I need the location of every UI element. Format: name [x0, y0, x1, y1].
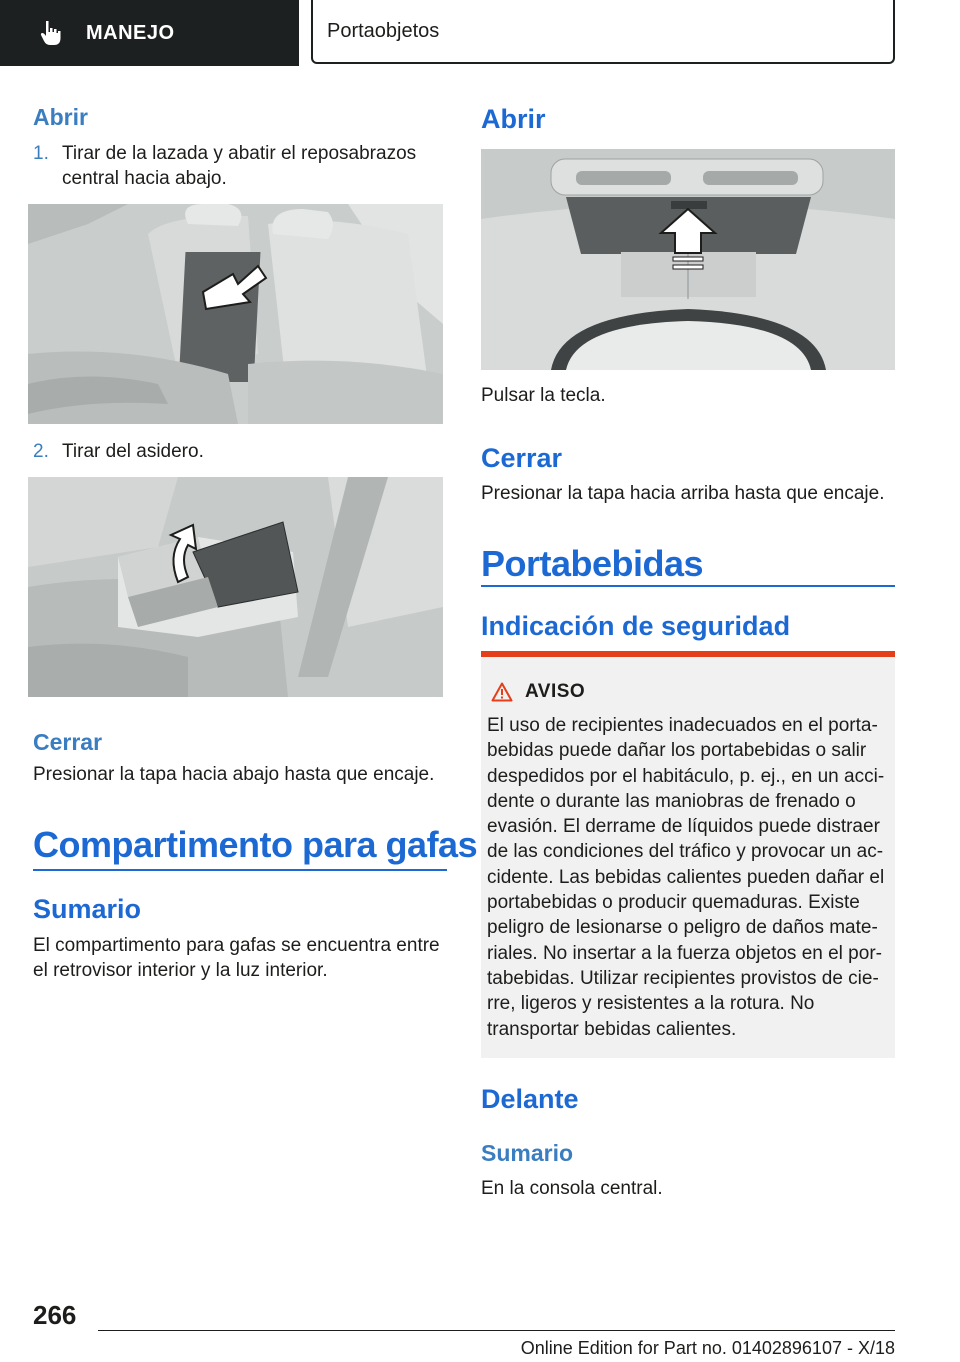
overhead-console-illustration [481, 149, 895, 370]
figure-armrest-handle [28, 477, 443, 697]
warning-line: riales. No insertar a la fuerza objetos en el por‐ [487, 942, 882, 964]
hand-icon [36, 18, 66, 48]
summary-heading-left: Sumario [33, 894, 142, 924]
warning-label: AVISO [525, 681, 586, 702]
glasses-compartment-title: Compartimento para gafas [33, 824, 478, 865]
open-heading-left: Abrir [33, 104, 88, 130]
step-1-text [62, 141, 416, 191]
step-1-number: 1. [33, 143, 49, 164]
front-heading: Delante [481, 1084, 579, 1114]
cupholders-title: Portabebidas [481, 543, 704, 584]
close-heading-right: Cerrar [481, 443, 563, 473]
warning-line: evasión. El derrame de líquidos puede distraer [487, 816, 880, 838]
page-number: 266 [33, 1300, 77, 1330]
warning-text [487, 713, 889, 1042]
warning-line: portabebidas o producir quemaduras. Existe [487, 892, 860, 914]
figure-rear-seat-armrest [28, 204, 443, 424]
press-button-text: Pulsar la tecla. [481, 385, 606, 406]
warning-box [481, 651, 895, 1058]
cupholders-title-rule [481, 585, 895, 587]
footer-rule [98, 1330, 895, 1331]
chapter-tab[interactable] [311, 0, 895, 64]
warning-line: transportar bebidas calientes. [487, 1018, 737, 1040]
section-label: MANEJO [86, 21, 175, 44]
step-1-line-2: central hacia abajo. [62, 168, 227, 189]
safety-heading: Indicación de seguridad [481, 611, 791, 641]
edition-text: Online Edition for Part no. 01402896107 - X/18 [520, 1338, 895, 1358]
front-summary-heading: Sumario [481, 1140, 574, 1166]
warning-line: dente o durante las maniobras de frenado o [487, 790, 856, 812]
step-2 [33, 439, 445, 465]
warning-line: El uso de recipientes inadecuados en el porta‐ [487, 715, 878, 736]
summary-line-1: El compartimento para gafas se encuentra entre [33, 935, 440, 956]
open-heading-right: Abrir [481, 104, 546, 134]
warning-bar [481, 651, 895, 657]
close-heading-left: Cerrar [33, 729, 103, 755]
warning-line: tabebidas. Utilizar recipientes provistos de cie‐ [487, 967, 879, 989]
warning-line: de las condiciones del tráfico y provocar un ac‐ [487, 841, 884, 863]
warning-header [491, 681, 585, 703]
step-1-line-1: Tirar de la lazada y abatir el reposabrazos [62, 143, 417, 164]
step-2-number: 2. [33, 441, 49, 462]
header-tabs [0, 0, 960, 66]
step-1 [33, 141, 445, 193]
warning-line: rre, ligeros y resistentes a la rotura. No [487, 993, 815, 1015]
close-text-left: Presionar la tapa hacia abajo hasta que encaje. [33, 764, 435, 785]
warning-line: cidente. Las bebidas calientes pueden dañar el [487, 866, 885, 888]
section-tab[interactable] [0, 0, 299, 66]
front-summary-text: En la consola central. [481, 1178, 663, 1199]
warning-line: despedidos por el habitáculo, p. ej., en un acci‐ [487, 765, 885, 787]
summary-text-left [33, 933, 453, 983]
warning-line: bebidas puede dañar los portabebidas o salir [487, 740, 867, 762]
warning-triangle-icon [491, 682, 513, 702]
chapter-label: Portaobjetos [327, 19, 440, 42]
close-text-right: Presionar la tapa hacia arriba hasta que encaje. [481, 483, 885, 504]
armrest-handle-illustration [28, 477, 443, 697]
summary-line-2: el retrovisor interior y la luz interior. [33, 960, 328, 981]
glasses-title-rule [33, 869, 447, 871]
warning-line: peligro de lesionarse o peligro de daños mate‐ [487, 917, 878, 939]
step-2-text: Tirar del asidero. [62, 441, 204, 462]
rear-seat-armrest-illustration [28, 204, 443, 424]
figure-overhead-console [481, 149, 895, 370]
